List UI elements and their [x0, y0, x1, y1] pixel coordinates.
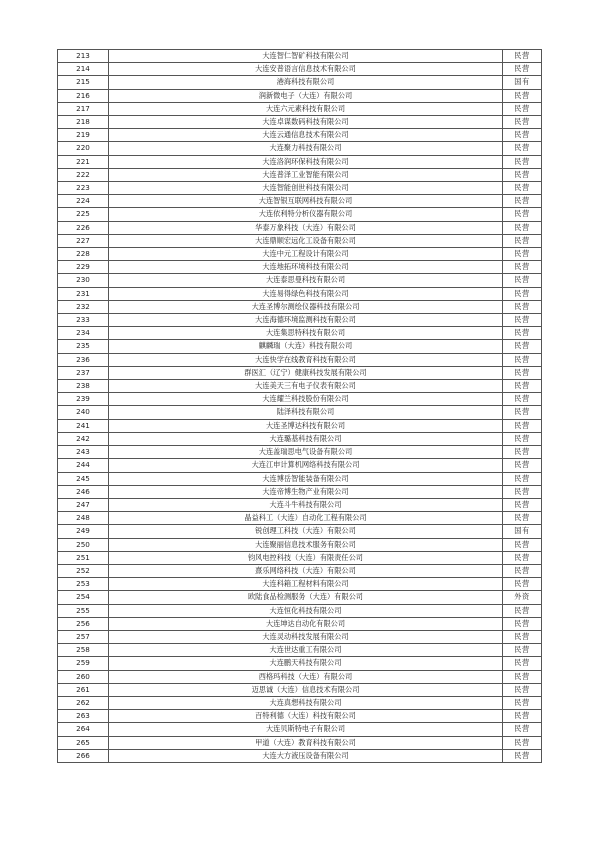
table-row: [58, 327, 542, 340]
row-number-cell: 226: [58, 221, 109, 234]
table-row: [58, 248, 542, 261]
ownership-type-cell: 民营: [503, 102, 542, 115]
table-row: [58, 142, 542, 155]
row-number-cell: 239: [58, 393, 109, 406]
company-name-cell: 大连大方液压设备有限公司: [109, 749, 503, 762]
table-row: [58, 116, 542, 129]
ownership-type-cell: 民营: [503, 459, 542, 472]
row-number-cell: 229: [58, 261, 109, 274]
ownership-type-cell: 民营: [503, 512, 542, 525]
company-name-cell: 大连斗牛科技有限公司: [109, 498, 503, 511]
company-name-cell: 麒麟瑞（大连）科技有限公司: [109, 340, 503, 353]
ownership-type-cell: 民营: [503, 683, 542, 696]
ownership-type-cell: 民营: [503, 419, 542, 432]
ownership-type-cell: 民营: [503, 366, 542, 379]
ownership-type-cell: 民营: [503, 50, 542, 63]
company-name-cell: 大连智能创世科技有限公司: [109, 182, 503, 195]
ownership-type-cell: 民营: [503, 89, 542, 102]
ownership-type-cell: 民营: [503, 208, 542, 221]
row-number-cell: 237: [58, 366, 109, 379]
row-number-cell: 250: [58, 538, 109, 551]
company-name-cell: 华泰万象科技（大连）有限公司: [109, 221, 503, 234]
row-number-cell: 228: [58, 248, 109, 261]
company-name-cell: 陆泽科技有限公司: [109, 406, 503, 419]
table-row: [58, 314, 542, 327]
company-name-cell: 大连集思特科技有限公司: [109, 327, 503, 340]
row-number-cell: 253: [58, 578, 109, 591]
row-number-cell: 241: [58, 419, 109, 432]
company-name-cell: 大连帝博生物产业有限公司: [109, 485, 503, 498]
company-name-cell: 大连美天三有电子仪表有限公司: [109, 380, 503, 393]
company-name-cell: 熹乐网络科技（大连）有限公司: [109, 564, 503, 577]
company-name-cell: 百特利德（大连）科技有限公司: [109, 710, 503, 723]
company-name-cell: 大连聚丽信息技术服务有限公司: [109, 538, 503, 551]
ownership-type-cell: 民营: [503, 221, 542, 234]
company-name-cell: 西格玛科技（大连）有限公司: [109, 670, 503, 683]
ownership-type-cell: 民营: [503, 274, 542, 287]
ownership-type-cell: 外资: [503, 591, 542, 604]
ownership-type-cell: 民营: [503, 234, 542, 247]
company-name-cell: 大连科箱工程材料有限公司: [109, 578, 503, 591]
company-name-cell: 润新微电子（大连）有限公司: [109, 89, 503, 102]
ownership-type-cell: 民营: [503, 248, 542, 261]
ownership-type-cell: 民营: [503, 327, 542, 340]
row-number-cell: 227: [58, 234, 109, 247]
row-number-cell: 242: [58, 432, 109, 445]
table-row: [58, 419, 542, 432]
row-number-cell: 262: [58, 696, 109, 709]
ownership-type-cell: 民营: [503, 340, 542, 353]
company-name-cell: 大连盖瑞思电气设备有限公司: [109, 446, 503, 459]
company-name-cell: 大连卓谋数码科技有限公司: [109, 116, 503, 129]
table-row: [58, 617, 542, 630]
ownership-type-cell: 民营: [503, 551, 542, 564]
ownership-type-cell: 民营: [503, 63, 542, 76]
table-row: [58, 168, 542, 181]
table-row: [58, 261, 542, 274]
row-number-cell: 255: [58, 604, 109, 617]
ownership-type-cell: 民营: [503, 617, 542, 630]
company-name-cell: 大连圣博达科技有限公司: [109, 419, 503, 432]
company-name-cell: 锐创理工科技（大连）有限公司: [109, 525, 503, 538]
row-number-cell: 220: [58, 142, 109, 155]
row-number-cell: 244: [58, 459, 109, 472]
row-number-cell: 240: [58, 406, 109, 419]
row-number-cell: 215: [58, 76, 109, 89]
table-row: [58, 683, 542, 696]
row-number-cell: 266: [58, 749, 109, 762]
table-row: [58, 89, 542, 102]
table-row: [58, 736, 542, 749]
company-name-cell: 大连恒化科技有限公司: [109, 604, 503, 617]
company-name-cell: 大连易得绿色科技有限公司: [109, 287, 503, 300]
company-name-cell: 大连坤达自动化有限公司: [109, 617, 503, 630]
ownership-type-cell: 民营: [503, 578, 542, 591]
table-row: [58, 512, 542, 525]
row-number-cell: 238: [58, 380, 109, 393]
table-row: [58, 723, 542, 736]
table-row: [58, 432, 542, 445]
company-name-cell: 迈思诚（大连）信息技术有限公司: [109, 683, 503, 696]
company-name-cell: 港海科技有限公司: [109, 76, 503, 89]
row-number-cell: 245: [58, 472, 109, 485]
ownership-type-cell: 民营: [503, 116, 542, 129]
row-number-cell: 249: [58, 525, 109, 538]
row-number-cell: 235: [58, 340, 109, 353]
company-name-cell: 大连智仁智矿科技有限公司: [109, 50, 503, 63]
company-list-table: [57, 49, 542, 763]
row-number-cell: 219: [58, 129, 109, 142]
ownership-type-cell: 民营: [503, 749, 542, 762]
table-row: [58, 630, 542, 643]
company-name-cell: 大连世达重工有限公司: [109, 644, 503, 657]
company-name-cell: 大连六元素科技有限公司: [109, 102, 503, 115]
ownership-type-cell: 民营: [503, 446, 542, 459]
company-name-cell: 大连快学在线教育科技有限公司: [109, 353, 503, 366]
row-number-cell: 251: [58, 551, 109, 564]
company-name-cell: 群医汇（辽宁）健康科技发展有限公司: [109, 366, 503, 379]
ownership-type-cell: 民营: [503, 287, 542, 300]
ownership-type-cell: 民营: [503, 261, 542, 274]
company-name-cell: 大连智银互联网科技有限公司: [109, 195, 503, 208]
company-name-cell: 大连云通信息技术有限公司: [109, 129, 503, 142]
row-number-cell: 247: [58, 498, 109, 511]
company-name-cell: 大连聚力科技有限公司: [109, 142, 503, 155]
row-number-cell: 221: [58, 155, 109, 168]
company-list-body: [58, 50, 542, 763]
table-row: [58, 498, 542, 511]
company-name-cell: 大连灵动科技发展有限公司: [109, 630, 503, 643]
row-number-cell: 218: [58, 116, 109, 129]
row-number-cell: 224: [58, 195, 109, 208]
ownership-type-cell: 民营: [503, 314, 542, 327]
row-number-cell: 256: [58, 617, 109, 630]
table-row: [58, 446, 542, 459]
company-name-cell: 甲道（大连）教育科技有限公司: [109, 736, 503, 749]
ownership-type-cell: 民营: [503, 393, 542, 406]
table-row: [58, 287, 542, 300]
table-row: [58, 591, 542, 604]
row-number-cell: 216: [58, 89, 109, 102]
company-name-cell: 大连真想科技有限公司: [109, 696, 503, 709]
row-number-cell: 248: [58, 512, 109, 525]
table-row: [58, 353, 542, 366]
company-name-cell: 大连安普语言信息技术有限公司: [109, 63, 503, 76]
ownership-type-cell: 民营: [503, 670, 542, 683]
row-number-cell: 261: [58, 683, 109, 696]
table-row: [58, 300, 542, 313]
ownership-type-cell: 民营: [503, 710, 542, 723]
ownership-type-cell: 民营: [503, 195, 542, 208]
ownership-type-cell: 民营: [503, 644, 542, 657]
company-name-cell: 大连洛润环保科技有限公司: [109, 155, 503, 168]
table-row: [58, 604, 542, 617]
table-row: [58, 76, 542, 89]
company-name-cell: 大连泰思曼科技有限公司: [109, 274, 503, 287]
table-row: [58, 366, 542, 379]
company-name-cell: 大连江申计算机网络科技有限公司: [109, 459, 503, 472]
ownership-type-cell: 民营: [503, 696, 542, 709]
ownership-type-cell: 民营: [503, 380, 542, 393]
table-row: [58, 657, 542, 670]
row-number-cell: 265: [58, 736, 109, 749]
ownership-type-cell: 民营: [503, 538, 542, 551]
row-number-cell: 213: [58, 50, 109, 63]
ownership-type-cell: 民营: [503, 498, 542, 511]
table-row: [58, 696, 542, 709]
table-row: [58, 485, 542, 498]
table-row: [58, 129, 542, 142]
ownership-type-cell: 民营: [503, 182, 542, 195]
table-row: [58, 644, 542, 657]
ownership-type-cell: 民营: [503, 142, 542, 155]
ownership-type-cell: 民营: [503, 657, 542, 670]
table-row: [58, 670, 542, 683]
row-number-cell: 263: [58, 710, 109, 723]
ownership-type-cell: 民营: [503, 300, 542, 313]
table-row: [58, 50, 542, 63]
row-number-cell: 231: [58, 287, 109, 300]
company-name-cell: 大连博岳智能装备有限公司: [109, 472, 503, 485]
row-number-cell: 236: [58, 353, 109, 366]
row-number-cell: 223: [58, 182, 109, 195]
table-row: [58, 208, 542, 221]
table-row: [58, 155, 542, 168]
table-row: [58, 195, 542, 208]
ownership-type-cell: 民营: [503, 353, 542, 366]
table-row: [58, 102, 542, 115]
company-name-cell: 大连海德环境监测科技有限公司: [109, 314, 503, 327]
table-row: [58, 380, 542, 393]
table-row: [58, 182, 542, 195]
row-number-cell: 264: [58, 723, 109, 736]
company-name-cell: 钧风电控科技（大连）有限责任公司: [109, 551, 503, 564]
table-row: [58, 564, 542, 577]
row-number-cell: 233: [58, 314, 109, 327]
ownership-type-cell: 民营: [503, 168, 542, 181]
table-row: [58, 525, 542, 538]
table-row: [58, 274, 542, 287]
ownership-type-cell: 民营: [503, 406, 542, 419]
ownership-type-cell: 民营: [503, 564, 542, 577]
row-number-cell: 232: [58, 300, 109, 313]
table-row: [58, 393, 542, 406]
ownership-type-cell: 国有: [503, 76, 542, 89]
row-number-cell: 258: [58, 644, 109, 657]
row-number-cell: 230: [58, 274, 109, 287]
company-name-cell: 大连圣博尔测绘仪器科技有限公司: [109, 300, 503, 313]
ownership-type-cell: 民营: [503, 485, 542, 498]
row-number-cell: 252: [58, 564, 109, 577]
table-row: [58, 234, 542, 247]
table-row: [58, 406, 542, 419]
row-number-cell: 259: [58, 657, 109, 670]
ownership-type-cell: 民营: [503, 155, 542, 168]
ownership-type-cell: 民营: [503, 129, 542, 142]
ownership-type-cell: 民营: [503, 723, 542, 736]
row-number-cell: 234: [58, 327, 109, 340]
row-number-cell: 246: [58, 485, 109, 498]
company-name-cell: 晶益科工（大连）自动化工程有限公司: [109, 512, 503, 525]
row-number-cell: 243: [58, 446, 109, 459]
row-number-cell: 260: [58, 670, 109, 683]
company-name-cell: 大连贝斯特电子有限公司: [109, 723, 503, 736]
company-name-cell: 大连鼎顺宏远化工设备有限公司: [109, 234, 503, 247]
row-number-cell: 225: [58, 208, 109, 221]
table-row: [58, 221, 542, 234]
table-row: [58, 538, 542, 551]
table-row: [58, 63, 542, 76]
company-name-cell: 大连普泽工业智能有限公司: [109, 168, 503, 181]
ownership-type-cell: 国有: [503, 525, 542, 538]
ownership-type-cell: 民营: [503, 736, 542, 749]
company-name-cell: 大连中元工程设计有限公司: [109, 248, 503, 261]
table-row: [58, 472, 542, 485]
table-row: [58, 459, 542, 472]
ownership-type-cell: 民营: [503, 472, 542, 485]
company-name-cell: 大连耀兰科技股份有限公司: [109, 393, 503, 406]
table-row: [58, 710, 542, 723]
ownership-type-cell: 民营: [503, 630, 542, 643]
row-number-cell: 254: [58, 591, 109, 604]
table-row: [58, 340, 542, 353]
table-row: [58, 749, 542, 762]
company-name-cell: 欧陆食品检测服务（大连）有限公司: [109, 591, 503, 604]
row-number-cell: 257: [58, 630, 109, 643]
company-name-cell: 大连璐基科技有限公司: [109, 432, 503, 445]
ownership-type-cell: 民营: [503, 432, 542, 445]
company-name-cell: 大连依利特分析仪器有限公司: [109, 208, 503, 221]
table-row: [58, 551, 542, 564]
company-name-cell: 大连鹏天科技有限公司: [109, 657, 503, 670]
row-number-cell: 217: [58, 102, 109, 115]
company-name-cell: 大连地拓环境科技有限公司: [109, 261, 503, 274]
table-row: [58, 578, 542, 591]
row-number-cell: 222: [58, 168, 109, 181]
row-number-cell: 214: [58, 63, 109, 76]
ownership-type-cell: 民营: [503, 604, 542, 617]
